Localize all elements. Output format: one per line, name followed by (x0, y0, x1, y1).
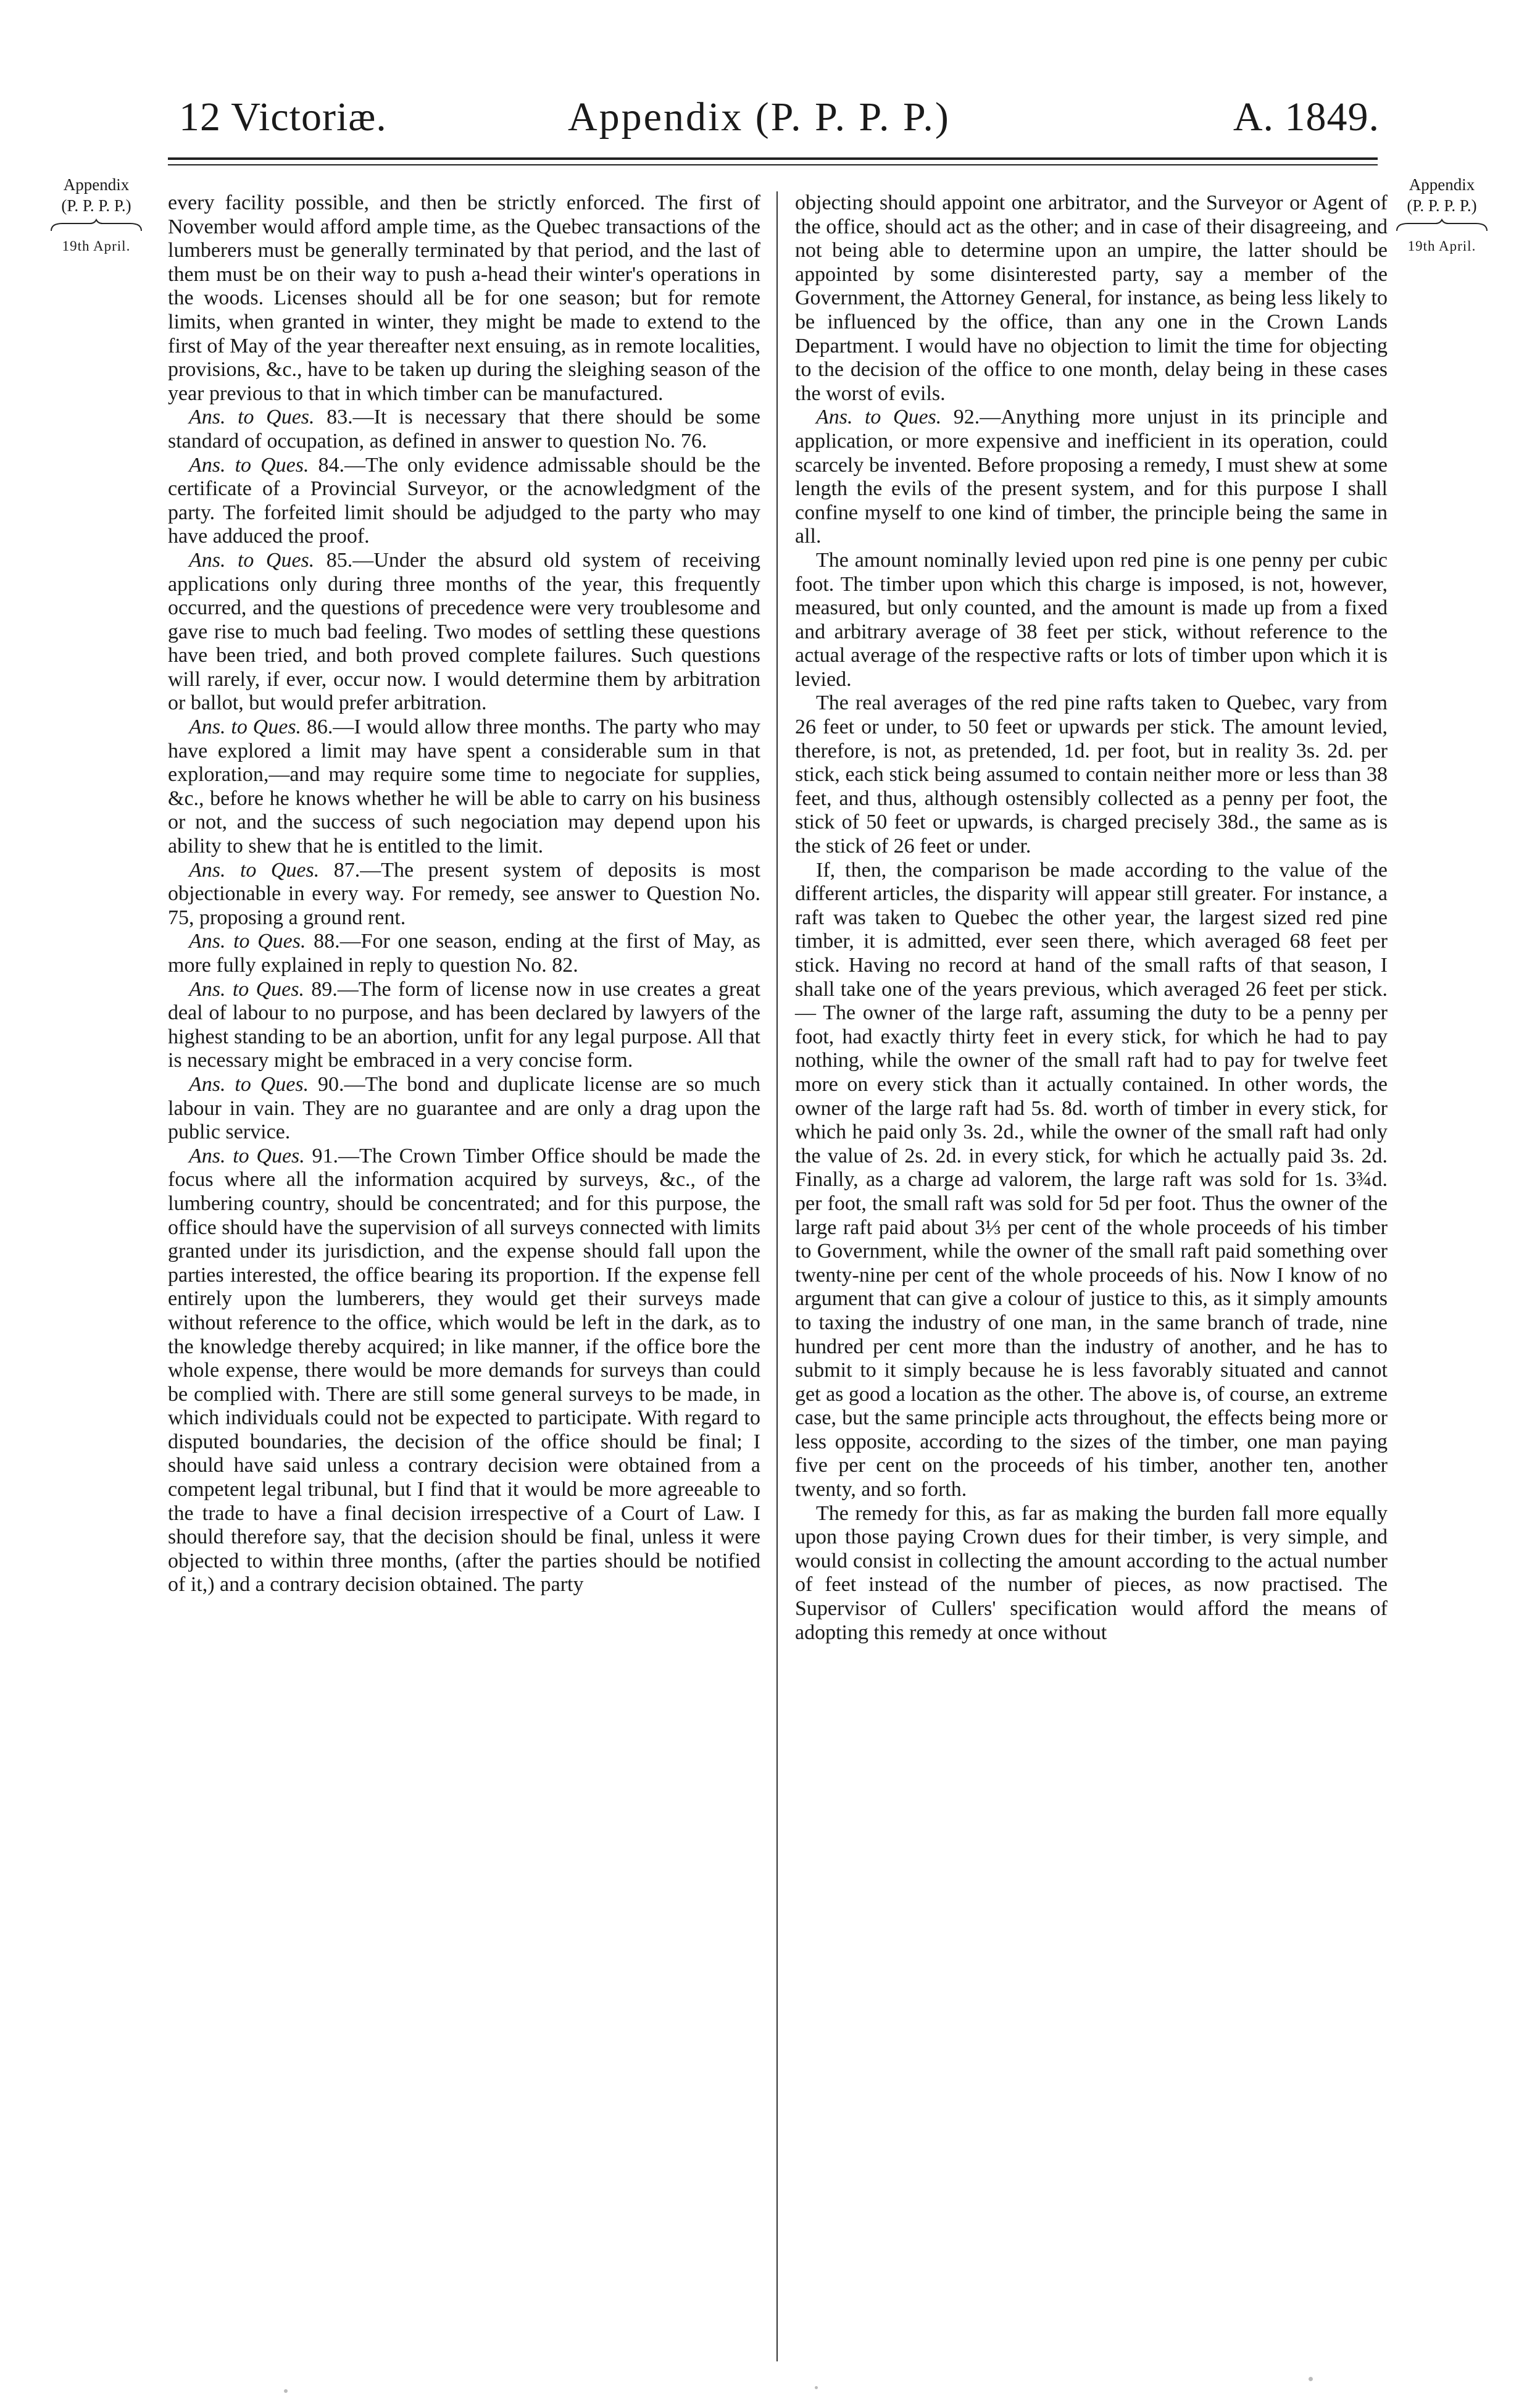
answer-paragraph: Ans. to Ques. 90.—The bond and duplicate license are so much labour in vain. They are no guarantee and are only a drag upon the public service. (168, 1072, 761, 1144)
answer-label: Ans. to Ques. (189, 548, 315, 572)
answer-paragraph: Ans. to Ques. 83.—It is necessary that there should be some standard of occupation, as defined in answer to question No. 76. (168, 406, 760, 453)
margin-date: 19th April. (62, 238, 131, 254)
margin-appendix-code: (P. P. P. P.) (1407, 196, 1477, 215)
left-margin-note (35, 174, 158, 257)
brace-icon (50, 219, 143, 232)
paragraph: The real averages of the red pine rafts taken to Quebec, vary from 26 feet or under, to 50 feet or upwards per stick. The amount levied, therefore, is not, as pretended, 1d. per foot, but in reality 3s. 2d. per stick, each stick being assumed to contain neither more or less than 38 feet, and thus, although ostensibly collected as a penny per foot, the stick of 50 feet or upwards, is charged precisely 38d., the same as is the stick of 26 feet or under. (795, 691, 1388, 858)
right-margin-note (1380, 174, 1504, 257)
header-session: 12 Victoriæ. (179, 94, 387, 140)
answer-label: Ans. to Ques. (189, 858, 320, 882)
answer-label: Ans. to Ques. (189, 977, 304, 1001)
answer-label: Ans. to Ques. (189, 453, 309, 477)
margin-appendix-code: (P. P. P. P.) (61, 196, 131, 215)
header-rule-thin (168, 164, 1378, 165)
right-text-column (795, 191, 1388, 1645)
paragraph: The amount nominally levied upon red pine is one penny per cubic foot. The timber upon which this charge is imposed, is not, however, measured, but only counted, and the amount is made up from a fixed and arbitrary average of 38 feet per stick, without reference to the actual average of the respective rafts or lots of timber upon which it is levied. (795, 548, 1388, 691)
answer-paragraph: Ans. to Ques. 89.—The form of license now in use creates a great deal of labour to no purpose, and has been declared by lawyers of the highest standing to be an abortion, unfit for any legal purpose. All that is necessary might be embraced in a very concise form. (168, 977, 760, 1072)
header-appendix-title: Appendix (P. P. P. P.) (568, 94, 951, 140)
brace-icon (1396, 219, 1488, 232)
paragraph: every facility possible, and then be strictly enforced. The first of November would afford ample time, as the Quebec transactions of the lumberers must be generally terminated by that period, and the last of them must be on their way to push a-head their winter's operations in the woods. Licenses should all be for one season; but for remote limits, when granted in winter, they might be made to extend to the first of May of the year thereafter next ensuing, as in remote localities, provisions, &c., have to be taken up during the sleighing season of the year previous to that in which timber can be manufactured. (168, 191, 760, 405)
answer-label: Ans. to Ques. (189, 930, 306, 953)
answer-label: Ans. to Ques. (189, 1144, 305, 1167)
margin-appendix-label: Appendix (63, 175, 130, 194)
paragraph: objecting should appoint one arbitrator, and the Surveyor or Agent of the office, should act as the other; and in case of their disagreeing, and not being able to determine upon an umpire, the latter should be appointed by some disinterested party, say a member of the Government, the Attorney General, for instance, as being less likely to be influenced by the office, than any one in the Crown Lands Department. I would have no objection to limit the time for objecting to the decision of the office to one month, delay being in these cases the worst of evils. (795, 191, 1388, 405)
answer-label: Ans. to Ques. (189, 1072, 309, 1096)
answer-label: Ans. to Ques. (189, 406, 315, 429)
margin-appendix-label: Appendix (1409, 175, 1475, 194)
answer-paragraph: Ans. to Ques. 87.—The present system of deposits is most objectionable in every way. For remedy, see answer to Question No. 75, proposing a ground rent. (168, 858, 761, 929)
print-speck (284, 2389, 288, 2393)
print-speck (815, 2386, 818, 2389)
answer-paragraph: Ans. to Ques. 84.—The only evidence admissable should be the certificate of a Provincial Surveyor, or the acnowledgment of the party. The forfeited limit should be adjudged to the party who may have adduced the proof. (168, 453, 761, 548)
answer-paragraph: Ans. to Ques. 91.—The Crown Timber Office should be made the focus where all the information acquired by surveys, &c., of the lumbering country, should be concentrated; and for this purpose, the office should have the supervision of all surveys connected with limits granted under its jurisdiction, and the expense should fall upon the parties interested, the office bearing its proportion. If the expense fell entirely upon the lumberers, they would get their surveys made without reference to the office, which would be left in the dark, as to the knowledge thereby acquired; in like manner, if the office bore the whole expense, there would be more demands for surveys than could be complied with. There are still some general surveys to be made, in which individuals could not be expected to participate. With regard to disputed boundaries, the decision of the office should be final; I should have said unless a contrary decision were obtained from a competent legal tribunal, but I find that it would be more agreeable to the trade to have a final decision irrespective of a Court of Law. I should therefore say, that the decision should be final, unless it were objected to within three months, (after the parties should be notified of it,) and a contrary decision obtained. The party (168, 1144, 760, 1596)
answer-paragraph: Ans. to Ques. 88.—For one season, ending at the first of May, as more fully explained in reply to question No. 82. (168, 930, 760, 977)
page-header (167, 86, 1386, 148)
left-text-column (168, 191, 760, 1597)
header-rule-thick (168, 157, 1378, 160)
column-divider (776, 191, 778, 2361)
header-year: A. 1849. (1233, 94, 1380, 140)
answer-paragraph: Ans. to Ques. 86.—I would allow three months. The party who may have explored a limit may have spent a considerable sum in that exploration,—and may require some time to negociate for supplies, &c., before he knows whether he will be able to carry on his business or not, and the success of such negociation may depend upon his ability to shew that he is entitled to the limit. (168, 716, 760, 858)
margin-date: 19th April. (1407, 238, 1476, 254)
answer-paragraph: Ans. to Ques. 92.—Anything more unjust in its principle and application, or more expensive and inefficient in its operation, could scarcely be invented. Before proposing a remedy, I must shew at some length the evils of the present system, and for this purpose I shall confine myself to one kind of timber, the principle being the same in all. (795, 406, 1388, 548)
print-speck (1309, 2377, 1313, 2381)
answer-label: Ans. to Ques. (189, 716, 302, 739)
paragraph: The remedy for this, as far as making the burden fall more equally upon those paying Crown dues for their timber, is very simple, and would consist in collecting the amount according to the actual number of feet instead of the number of pieces, as now practised. The Supervisor of Cullers' specification would afford the means of adopting this remedy at once without (795, 1501, 1388, 1644)
answer-label: Ans. to Ques. (816, 406, 942, 429)
answer-paragraph: Ans. to Ques. 85.—Under the absurd old system of receiving applications only during three months of the year, this frequently occurred, and the questions of precedence were very troublesome and gave rise to much bad feeling. Two modes of settling these questions have been tried, and both proved complete failures. Such questions will rarely, if ever, occur now. I would determine them by arbitration or ballot, but would prefer arbitration. (168, 548, 760, 715)
paragraph: If, then, the comparison be made according to the value of the different articles, the disparity will appear still greater. For instance, a raft was taken to Quebec the other year, the largest sized red pine timber, it is admitted, ever seen there, which averaged 68 feet per stick. Having no record at hand of the small rafts of that season, I shall take one of the years previous, which averaged 26 feet per stick.— The owner of the large raft, assuming the duty to be a penny per foot, had exactly thirty feet in every stick, for which he had to pay nothing, while the owner of the small raft had to pay for twelve feet more on every stick than it actually contained. In other words, the owner of the large raft had 5s. 8d. worth of timber in every stick, for which he paid only 3s. 2d., while the owner of the small raft had only the value of 2s. 2d. in every stick, for which he actually paid 3s. 2d. Finally, as a charge ad valorem, the large raft was sold for 1s. 3¾d. per foot, the small raft was sold for 5d per foot. Thus the owner of the large raft paid about 3⅓ per cent of the whole proceeds of his timber to Government, while the owner of the small raft paid something over twenty-nine per cent of the whole proceeds of his. Now I know of no argument that can give a colour of justice to this, as it simply amounts to taxing the industry of one man, in the same branch of trade, nine hundred per cent more than the industry of another, and he has to submit to it simply because he is less favorably situated and cannot get as good a location as the other. The above is, of course, an extreme case, but the same principle acts throughout, the effects being more or less opposite, according to the sizes of the timber, one man paying five per cent on the proceeds of his timber, another ten, another twenty, and so forth. (795, 858, 1388, 1501)
